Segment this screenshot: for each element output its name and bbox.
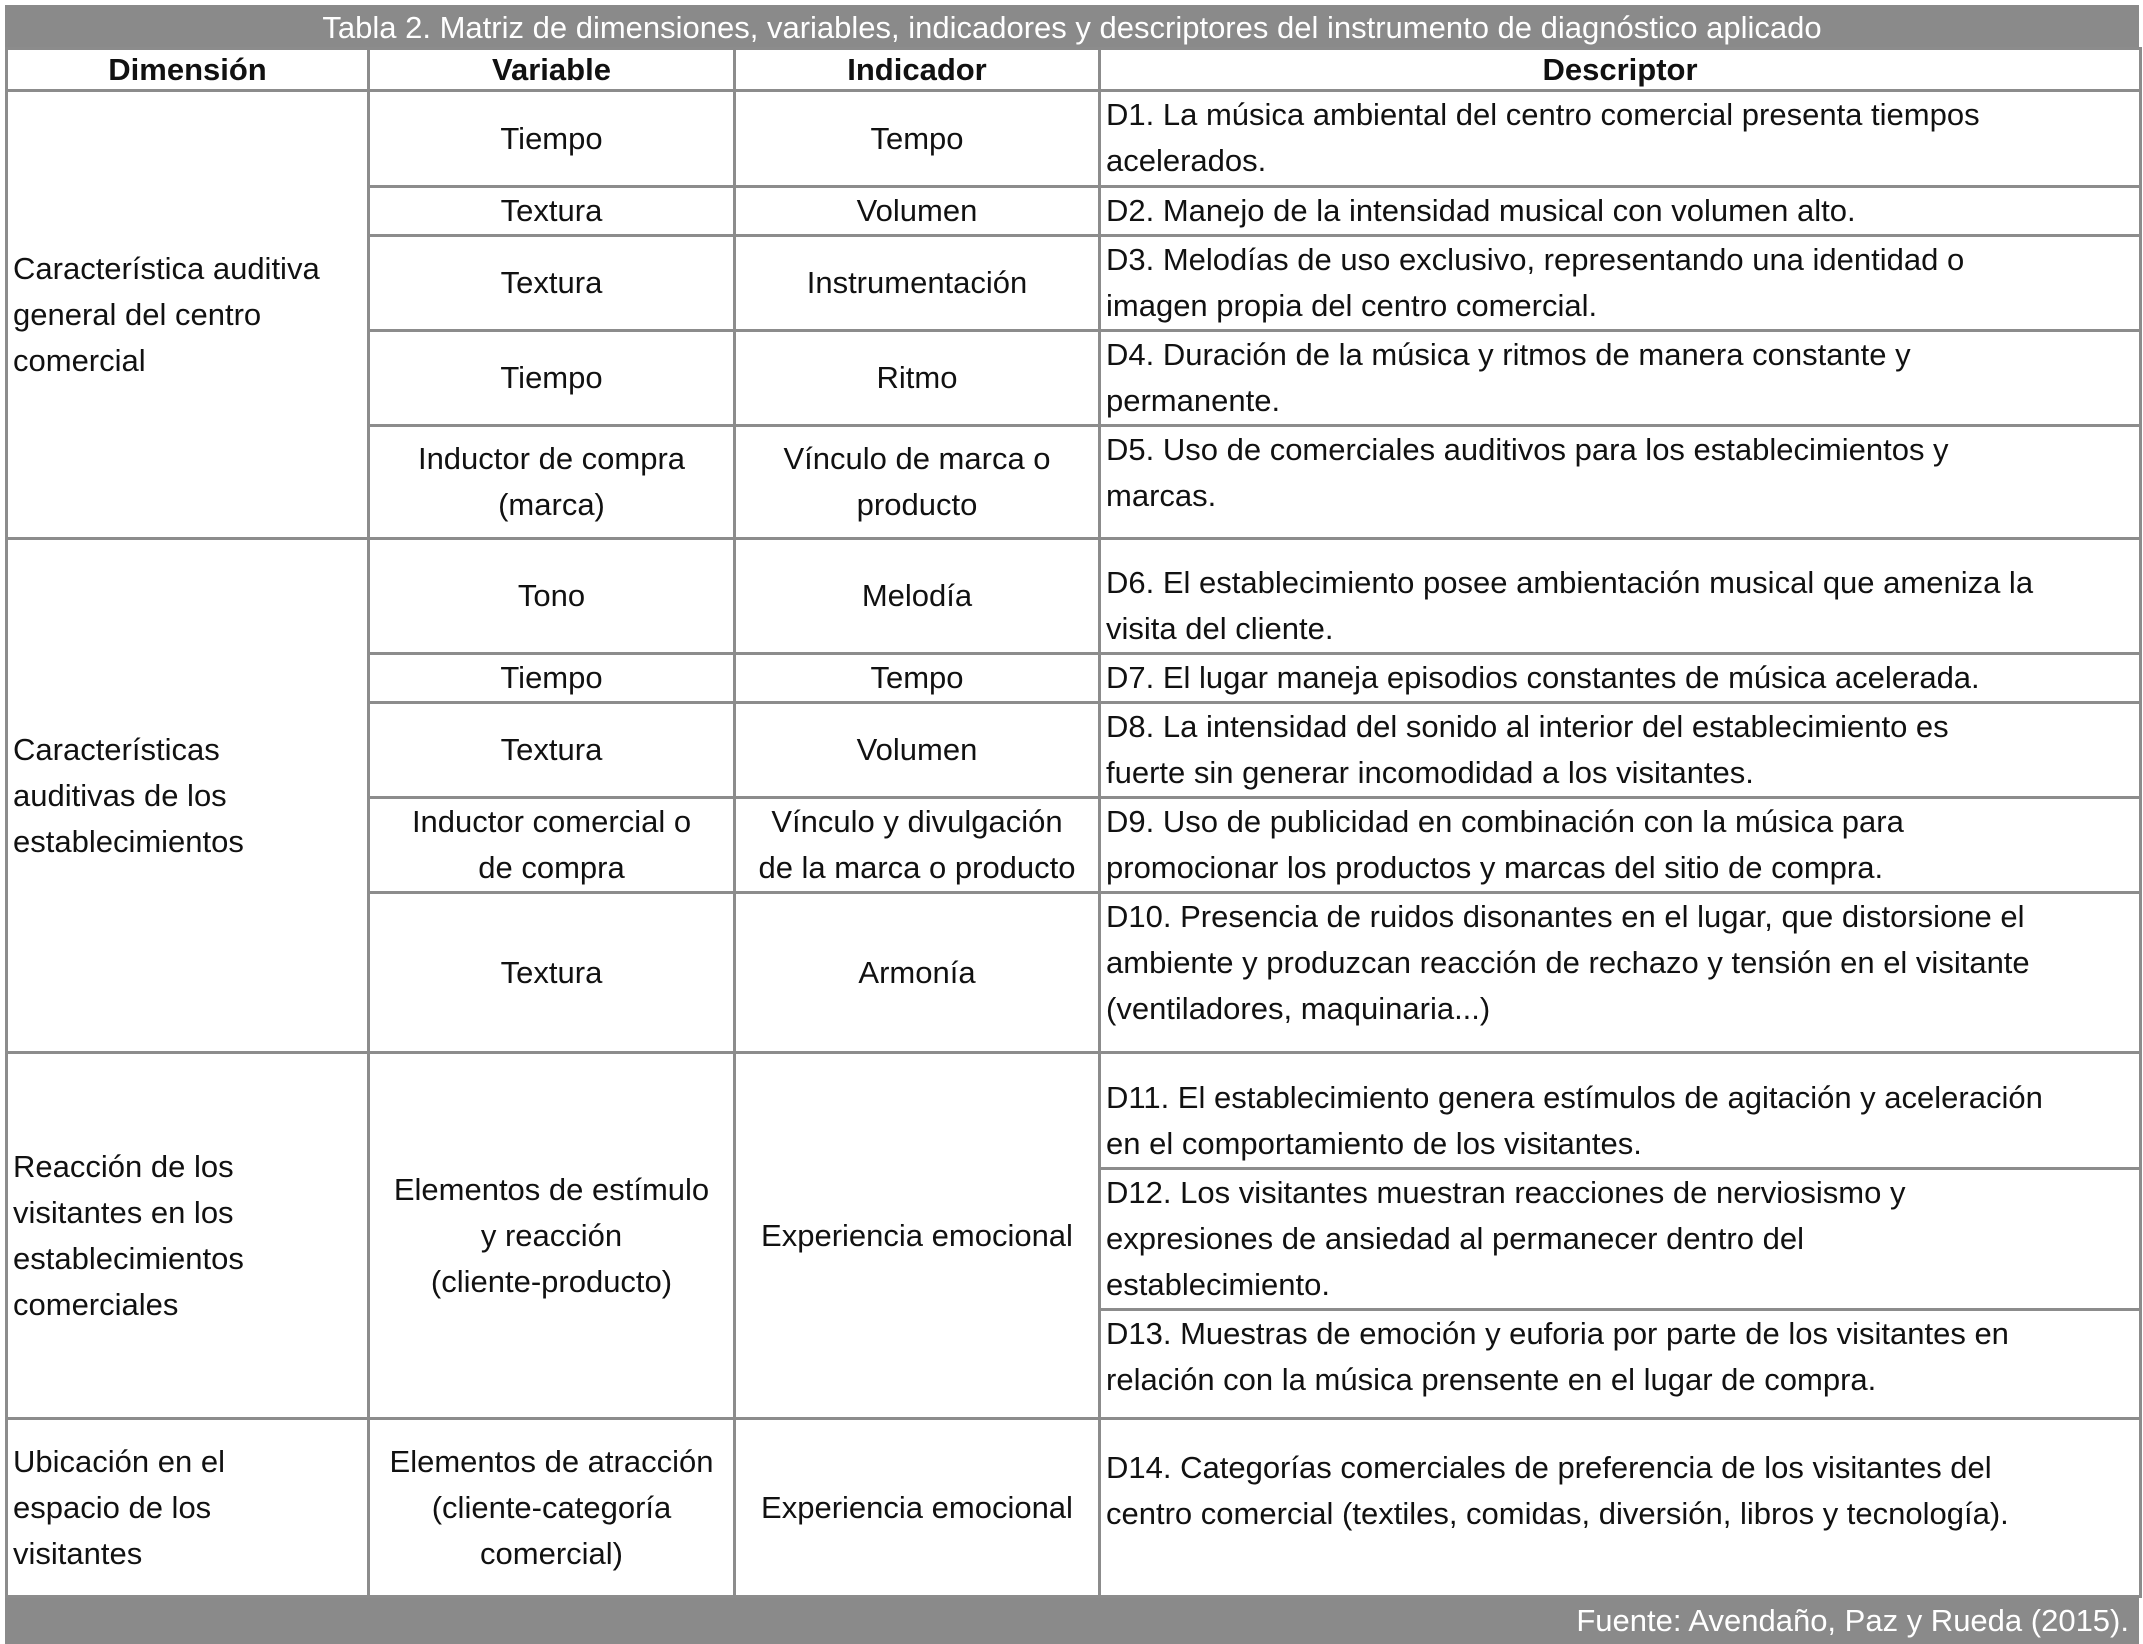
dimension-cell: Características auditivas de los establecimientos	[7, 539, 369, 1053]
descriptor-cell: D4. Duración de la música y ritmos de manera constante y permanente.	[1100, 331, 2141, 426]
dimension-cell: Reacción de los visitantes en los establecimientos comerciales	[7, 1053, 369, 1419]
variable-cell: Textura	[369, 236, 735, 331]
header-row	[7, 49, 2141, 91]
descriptor-cell: D2. Manejo de la intensidad musical con volumen alto.	[1100, 187, 2141, 236]
descriptor-cell: D1. La música ambiental del centro comercial presenta tiempos acelerados.	[1100, 91, 2141, 187]
indicator-cell: Instrumentación	[735, 236, 1100, 331]
table-row	[7, 91, 2141, 187]
descriptor-cell: D3. Melodías de uso exclusivo, representando una identidad o imagen propia del centro comercial.	[1100, 236, 2141, 331]
header-variable: Variable	[369, 49, 735, 91]
descriptor-cell: D14. Categorías comerciales de preferencia de los visitantes del centro comercial (textiles, comidas, diversión, libros y tecnología).	[1100, 1419, 2141, 1597]
indicator-cell: Volumen	[735, 187, 1100, 236]
indicator-cell: Experiencia emocional	[735, 1053, 1100, 1419]
descriptor-cell: D5. Uso de comerciales auditivos para los establecimientos y marcas.	[1100, 426, 2141, 539]
indicator-cell: Armonía	[735, 893, 1100, 1053]
descriptor-cell: D12. Los visitantes muestran reacciones de nerviosismo y expresiones de ansiedad al permanecer dentro del establecimiento.	[1100, 1169, 2141, 1310]
descriptor-cell: D8. La intensidad del sonido al interior del establecimiento es fuerte sin generar incomodidad a los visitantes.	[1100, 703, 2141, 798]
dimension-cell: Ubicación en el espacio de los visitantes	[7, 1419, 369, 1597]
variable-cell: Textura	[369, 187, 735, 236]
indicator-cell: Vínculo y divulgación de la marca o producto	[735, 798, 1100, 893]
indicator-cell: Volumen	[735, 703, 1100, 798]
descriptor-cell: D10. Presencia de ruidos disonantes en el lugar, que distorsione el ambiente y produzcan reacción de rechazo y tensión en el visitante (ventiladores, maquinaria...)	[1100, 893, 2141, 1053]
descriptor-cell: D7. El lugar maneja episodios constantes de música acelerada.	[1100, 654, 2141, 703]
header-descriptor: Descriptor	[1100, 49, 2141, 91]
variable-cell: Inductor de compra (marca)	[369, 426, 735, 539]
variable-cell: Tono	[369, 539, 735, 654]
table-title: Tabla 2. Matriz de dimensiones, variables, indicadores y descriptores del instrumento de diagnóstico aplicado	[5, 5, 2139, 47]
source-footer: Fuente: Avendaño, Paz y Rueda (2015).	[5, 1598, 2139, 1644]
header-indicator: Indicador	[735, 49, 1100, 91]
descriptor-cell: D9. Uso de publicidad en combinación con la música para promocionar los productos y marcas del sitio de compra.	[1100, 798, 2141, 893]
indicator-cell: Melodía	[735, 539, 1100, 654]
indicator-cell: Vínculo de marca o producto	[735, 426, 1100, 539]
variable-cell: Elementos de atracción (cliente-categoría comercial)	[369, 1419, 735, 1597]
descriptor-cell: D11. El establecimiento genera estímulos de agitación y aceleración en el comportamiento de los visitantes.	[1100, 1053, 2141, 1169]
dimension-cell: Característica auditiva general del centro comercial	[7, 91, 369, 539]
indicator-cell: Ritmo	[735, 331, 1100, 426]
variable-cell: Textura	[369, 893, 735, 1053]
variable-cell: Tiempo	[369, 331, 735, 426]
descriptor-cell: D13. Muestras de emoción y euforia por parte de los visitantes en relación con la música prensente en el lugar de compra.	[1100, 1310, 2141, 1419]
variable-cell: Textura	[369, 703, 735, 798]
diagnostic-matrix-table	[5, 47, 2142, 1598]
descriptor-cell: D6. El establecimiento posee ambientación musical que ameniza la visita del cliente.	[1100, 539, 2141, 654]
header-dimension: Dimensión	[7, 49, 369, 91]
variable-cell: Tiempo	[369, 91, 735, 187]
indicator-cell: Experiencia emocional	[735, 1419, 1100, 1597]
table-row	[7, 1053, 2141, 1169]
variable-cell: Elementos de estímulo y reacción (cliente-producto)	[369, 1053, 735, 1419]
table-container	[5, 5, 2139, 1644]
table-row	[7, 539, 2141, 654]
indicator-cell: Tempo	[735, 91, 1100, 187]
variable-cell: Inductor comercial o de compra	[369, 798, 735, 893]
table-row	[7, 1419, 2141, 1597]
variable-cell: Tiempo	[369, 654, 735, 703]
indicator-cell: Tempo	[735, 654, 1100, 703]
